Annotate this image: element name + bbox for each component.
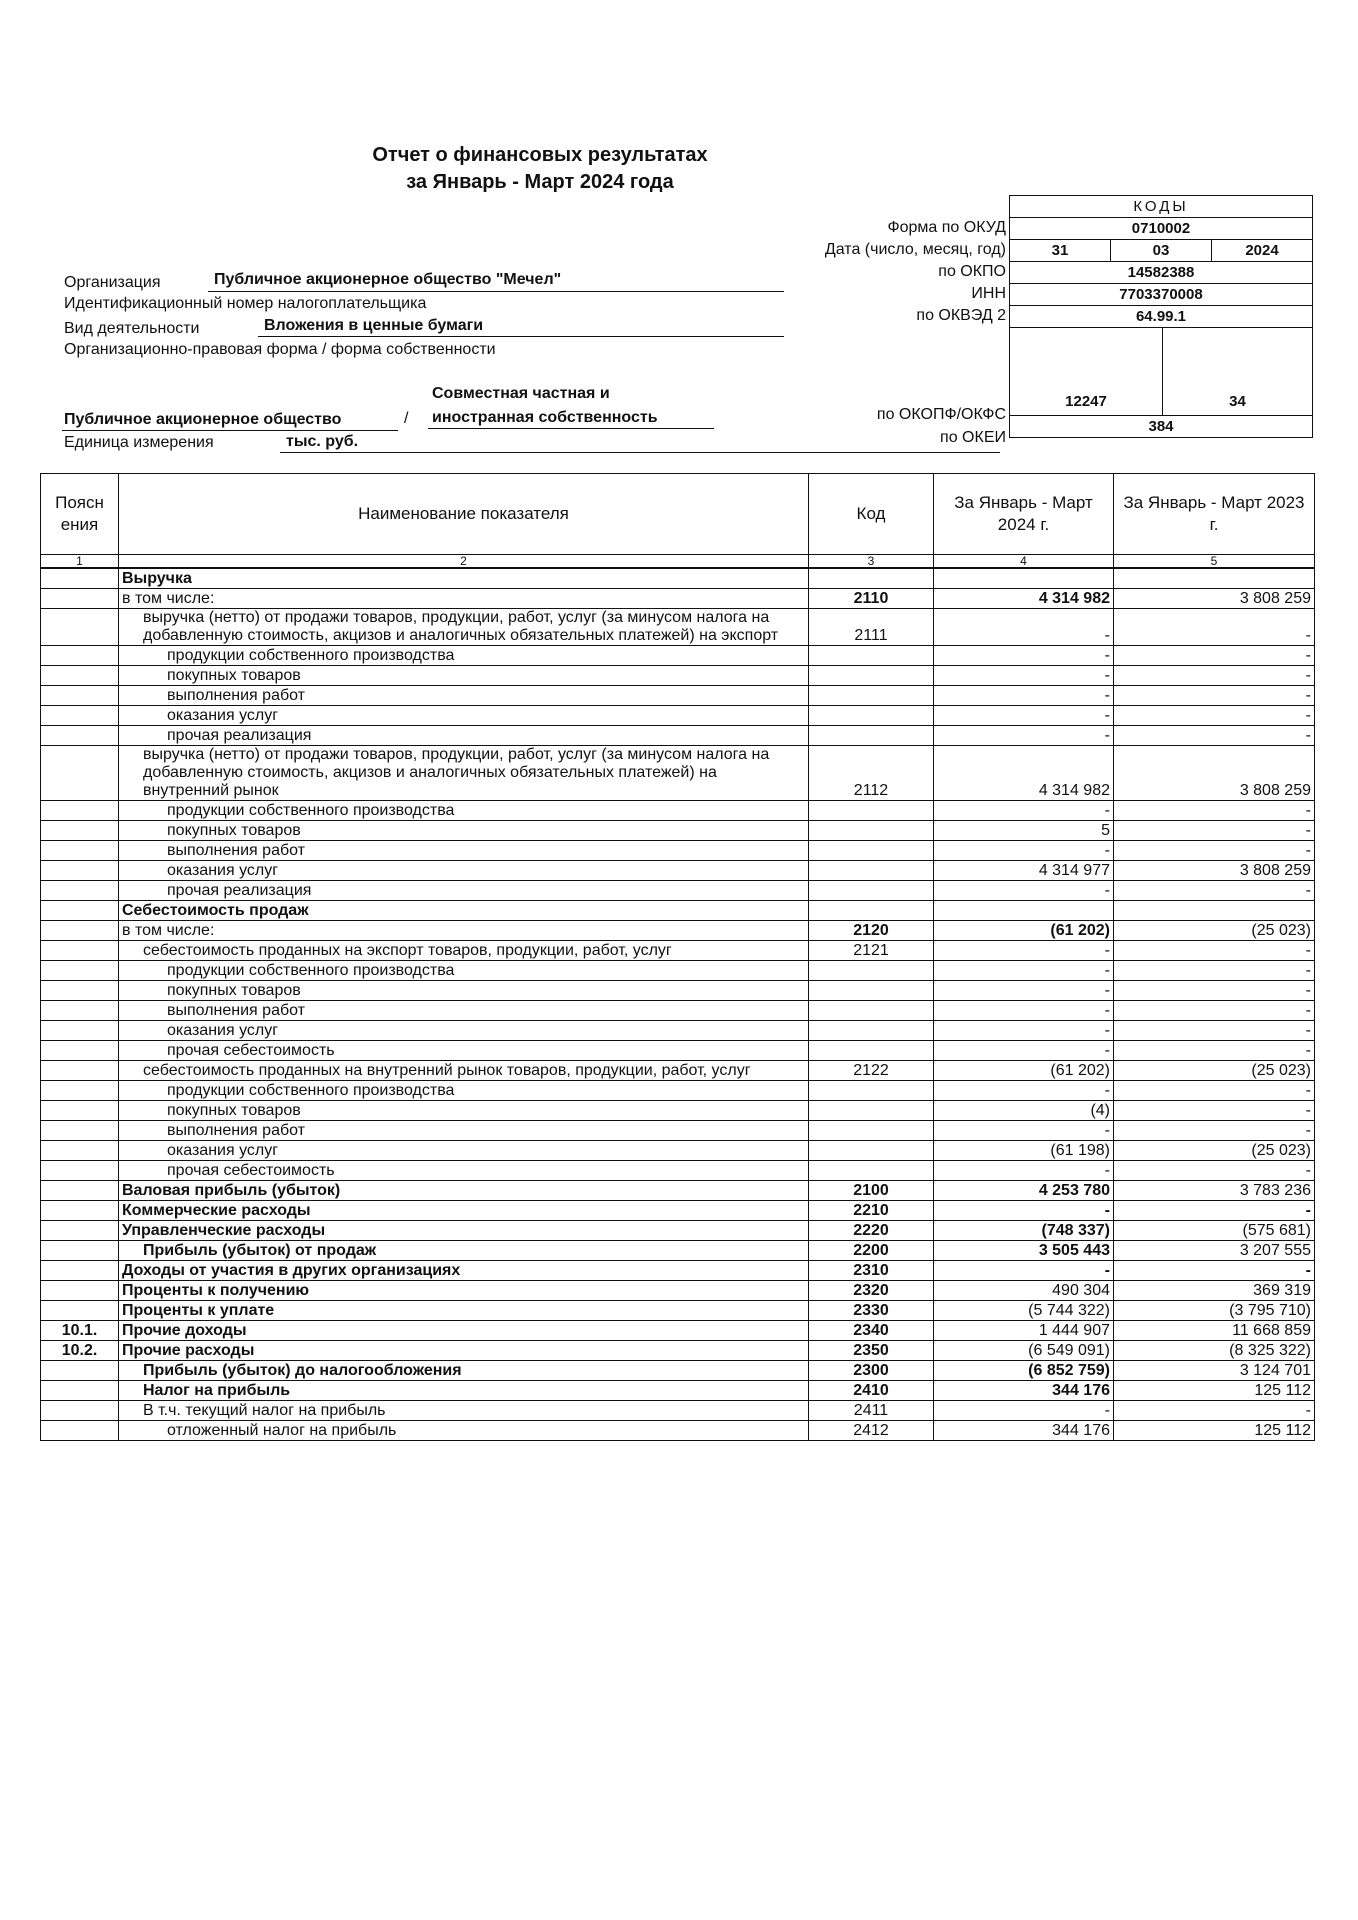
row-name: покупных товаров (119, 981, 809, 1001)
okfs-code: 34 (1162, 328, 1312, 415)
legal-form-sep: / (404, 410, 409, 427)
row-name: себестоимость проданных на внутренний рынок товаров, продукции, работ, услуг (119, 1061, 809, 1081)
row-name: Управленческие расходы (119, 1221, 809, 1241)
unit-value: тыс. руб. (286, 433, 359, 450)
table-row (41, 1201, 1315, 1221)
row-code: 2121 (809, 941, 934, 961)
legal-form-label: Организационно-правовая форма / форма собственности (64, 341, 496, 358)
row-note (41, 821, 119, 841)
header-current-period: За Январь - Март 2024 г. (934, 474, 1114, 555)
row-previous-value: - (1114, 1021, 1315, 1041)
row-code: 2122 (809, 1061, 934, 1081)
row-note (41, 666, 119, 686)
okei-code: 384 (1148, 418, 1174, 435)
financial-results-table (40, 473, 1315, 1441)
activity-label: Вид деятельности (64, 320, 200, 337)
row-name: Прибыль (убыток) от продаж (119, 1241, 809, 1261)
row-name: выполнения работ (119, 1121, 809, 1141)
unit-underline (280, 452, 1000, 453)
date-year: 2024 (1211, 240, 1312, 261)
table-row (41, 981, 1315, 1001)
row-code (809, 1001, 934, 1021)
row-code (809, 1141, 934, 1161)
row-note (41, 1301, 119, 1321)
row-name: продукции собственного производства (119, 961, 809, 981)
row-previous-value: (8 325 322) (1114, 1341, 1315, 1361)
row-previous-value: 3 808 259 (1114, 861, 1315, 881)
row-note (41, 1041, 119, 1061)
row-previous-value (1114, 901, 1315, 921)
row-code: 2200 (809, 1241, 934, 1261)
row-current-value: 5 (934, 821, 1114, 841)
row-previous-value: - (1114, 981, 1315, 1001)
row-previous-value: - (1114, 1081, 1315, 1101)
row-code (809, 1041, 934, 1061)
table-row (41, 1081, 1315, 1101)
row-current-value: 4 314 982 (934, 746, 1114, 801)
row-code: 2310 (809, 1261, 934, 1281)
row-previous-value: - (1114, 841, 1315, 861)
row-code (809, 686, 934, 706)
row-note (41, 901, 119, 921)
row-current-value: 4 314 977 (934, 861, 1114, 881)
row-current-value: (4) (934, 1101, 1114, 1121)
inn-code: 7703370008 (1119, 286, 1203, 303)
table-row (41, 1001, 1315, 1021)
row-code: 2320 (809, 1281, 934, 1301)
row-current-value: 344 176 (934, 1421, 1114, 1441)
row-previous-value: - (1114, 1161, 1315, 1181)
row-name: продукции собственного производства (119, 801, 809, 821)
row-code (809, 1121, 934, 1141)
row-current-value (934, 901, 1114, 921)
row-current-value: - (934, 941, 1114, 961)
row-name: покупных товаров (119, 1101, 809, 1121)
header-previous-period: За Январь - Март 2023 г. (1114, 474, 1315, 555)
row-note (41, 609, 119, 646)
row-code (809, 881, 934, 901)
row-current-value: - (934, 1081, 1114, 1101)
row-note (41, 1381, 119, 1401)
row-previous-value: - (1114, 1001, 1315, 1021)
table-row (41, 1061, 1315, 1081)
table-row (41, 646, 1315, 666)
row-previous-value: - (1114, 609, 1315, 646)
table-row (41, 1141, 1315, 1161)
row-current-value: 344 176 (934, 1381, 1114, 1401)
row-code (809, 961, 934, 981)
row-code: 2112 (809, 746, 934, 801)
row-current-value: - (934, 1021, 1114, 1041)
row-previous-value: - (1114, 1041, 1315, 1061)
row-note (41, 646, 119, 666)
row-code (809, 706, 934, 726)
row-name: отложенный налог на прибыль (119, 1421, 809, 1441)
row-previous-value: (25 023) (1114, 921, 1315, 941)
okud-label: Форма по ОКУД (887, 219, 1006, 236)
row-code: 2340 (809, 1321, 934, 1341)
row-previous-value: 3 783 236 (1114, 1181, 1315, 1201)
row-note (41, 801, 119, 821)
row-code: 2330 (809, 1301, 934, 1321)
row-code (809, 646, 934, 666)
row-name: покупных товаров (119, 821, 809, 841)
table-row (41, 1261, 1315, 1281)
row-name: выручка (нетто) от продажи товаров, продукции, работ, услуг (за минусом налога на добавленную стоимость, акцизов и аналогичных обязательных платежей) на внутренний рынок (119, 746, 809, 801)
row-note (41, 1021, 119, 1041)
table-row (41, 1221, 1315, 1241)
row-code: 2350 (809, 1341, 934, 1361)
ownership-line1: Совместная частная и (432, 385, 610, 402)
row-previous-value: - (1114, 686, 1315, 706)
table-row (41, 706, 1315, 726)
report-title: Отчет о финансовых результатах (372, 144, 708, 166)
row-name: прочая реализация (119, 881, 809, 901)
row-current-value: - (934, 981, 1114, 1001)
row-name: В т.ч. текущий налог на прибыль (119, 1401, 809, 1421)
row-previous-value: - (1114, 646, 1315, 666)
row-name: покупных товаров (119, 666, 809, 686)
row-previous-value: - (1114, 961, 1315, 981)
legal-form-underline (62, 430, 398, 431)
row-name: Прибыль (убыток) до налогообложения (119, 1361, 809, 1381)
row-code: 2410 (809, 1381, 934, 1401)
row-previous-value: 3 207 555 (1114, 1241, 1315, 1261)
row-name: Коммерческие расходы (119, 1201, 809, 1221)
row-name: Себестоимость продаж (119, 901, 809, 921)
row-code: 2100 (809, 1181, 934, 1201)
row-current-value: (61 198) (934, 1141, 1114, 1161)
table-row (41, 861, 1315, 881)
row-previous-value: 3 808 259 (1114, 589, 1315, 609)
okved-label: по ОКВЭД 2 (916, 307, 1006, 324)
row-previous-value: - (1114, 881, 1315, 901)
row-current-value: (748 337) (934, 1221, 1114, 1241)
row-current-value: - (934, 1041, 1114, 1061)
row-previous-value: 3 808 259 (1114, 746, 1315, 801)
colnum: 3 (809, 555, 934, 569)
codes-box (1009, 195, 1313, 438)
table-row (41, 746, 1315, 801)
row-note (41, 1121, 119, 1141)
row-previous-value: (3 795 710) (1114, 1301, 1315, 1321)
row-current-value: 4 314 982 (934, 589, 1114, 609)
ownership-line2: иностранная собственность (432, 409, 658, 426)
row-previous-value: 369 319 (1114, 1281, 1315, 1301)
row-name: оказания услуг (119, 1021, 809, 1041)
row-code: 2210 (809, 1201, 934, 1221)
row-note (41, 589, 119, 609)
row-previous-value: - (1114, 1201, 1315, 1221)
row-previous-value: - (1114, 1401, 1315, 1421)
row-name: прочая себестоимость (119, 1161, 809, 1181)
row-note (41, 1061, 119, 1081)
row-name: Выручка (119, 568, 809, 589)
row-name: выполнения работ (119, 686, 809, 706)
row-code (809, 901, 934, 921)
row-name: оказания услуг (119, 861, 809, 881)
row-note (41, 686, 119, 706)
row-previous-value: (25 023) (1114, 1061, 1315, 1081)
row-note: 10.2. (41, 1341, 119, 1361)
row-current-value: - (934, 686, 1114, 706)
row-previous-value: - (1114, 706, 1315, 726)
row-note (41, 1141, 119, 1161)
row-current-value: (6 549 091) (934, 1341, 1114, 1361)
row-current-value: - (934, 841, 1114, 861)
table-row (41, 609, 1315, 646)
row-code: 2120 (809, 921, 934, 941)
okud-code: 0710002 (1131, 220, 1191, 237)
row-previous-value (1114, 568, 1315, 589)
row-code (809, 568, 934, 589)
row-code: 2300 (809, 1361, 934, 1381)
row-note (41, 981, 119, 1001)
row-current-value: 490 304 (934, 1281, 1114, 1301)
row-note: 10.1. (41, 1321, 119, 1341)
table-row (41, 921, 1315, 941)
row-code (809, 1021, 934, 1041)
table-row (41, 589, 1315, 609)
table-row (41, 568, 1315, 589)
row-name: продукции собственного производства (119, 646, 809, 666)
org-underline (208, 291, 784, 292)
row-code (809, 861, 934, 881)
row-current-value: 3 505 443 (934, 1241, 1114, 1261)
table-row (41, 686, 1315, 706)
table-row (41, 1181, 1315, 1201)
row-current-value: - (934, 1401, 1114, 1421)
table-row (41, 726, 1315, 746)
table-row (41, 1121, 1315, 1141)
row-current-value: - (934, 1001, 1114, 1021)
table-row (41, 901, 1315, 921)
row-code (809, 666, 934, 686)
row-name: Прочие доходы (119, 1321, 809, 1341)
row-note (41, 1181, 119, 1201)
table-row (41, 1301, 1315, 1321)
row-note (41, 568, 119, 589)
header-code: Код (809, 474, 934, 555)
okpo-code: 14582388 (1127, 264, 1195, 281)
row-code: 2110 (809, 589, 934, 609)
row-name: оказания услуг (119, 1141, 809, 1161)
row-current-value: (61 202) (934, 921, 1114, 941)
header-note: Поясн ения (41, 474, 119, 555)
row-previous-value: - (1114, 1121, 1315, 1141)
row-current-value: - (934, 1161, 1114, 1181)
unit-label: Единица измерения (64, 434, 214, 451)
row-current-value: (5 744 322) (934, 1301, 1114, 1321)
codes-header: КОДЫ (1133, 198, 1189, 215)
row-name: Проценты к уплате (119, 1301, 809, 1321)
row-note (41, 861, 119, 881)
row-current-value: 4 253 780 (934, 1181, 1114, 1201)
row-previous-value: 11 668 859 (1114, 1321, 1315, 1341)
row-current-value: - (934, 726, 1114, 746)
legal-form-value: Публичное акционерное общество (64, 411, 342, 428)
row-note (41, 1401, 119, 1421)
row-previous-value: - (1114, 1101, 1315, 1121)
row-note (41, 726, 119, 746)
row-code: 2412 (809, 1421, 934, 1441)
colnum: 5 (1114, 555, 1315, 569)
inn-label: ИНН (971, 285, 1006, 302)
row-name: в том числе: (119, 589, 809, 609)
okopf-code: 12247 (1065, 393, 1107, 410)
table-body (41, 568, 1315, 1441)
row-note (41, 961, 119, 981)
table-row (41, 1421, 1315, 1441)
row-code: 2111 (809, 609, 934, 646)
row-name: Проценты к получению (119, 1281, 809, 1301)
table-row (41, 1101, 1315, 1121)
table-row (41, 821, 1315, 841)
row-previous-value: 125 112 (1114, 1421, 1315, 1441)
row-previous-value: - (1114, 1261, 1315, 1281)
colnum: 1 (41, 555, 119, 569)
row-code (809, 1101, 934, 1121)
report-period: за Январь - Март 2024 года (406, 171, 674, 193)
colnum: 2 (119, 555, 809, 569)
row-note (41, 1421, 119, 1441)
row-current-value: - (934, 1261, 1114, 1281)
row-note (41, 841, 119, 861)
row-name: продукции собственного производства (119, 1081, 809, 1101)
row-current-value: - (934, 706, 1114, 726)
row-current-value: - (934, 1121, 1114, 1141)
activity-value: Вложения в ценные бумаги (264, 317, 484, 334)
row-name: выручка (нетто) от продажи товаров, продукции, работ, услуг (за минусом налога на добавленную стоимость, акцизов и аналогичных обязательных платежей) на экспорт (119, 609, 809, 646)
table-row (41, 1381, 1315, 1401)
row-code (809, 981, 934, 1001)
row-name: выполнения работ (119, 841, 809, 861)
row-name: прочая реализация (119, 726, 809, 746)
row-previous-value: (575 681) (1114, 1221, 1315, 1241)
row-current-value: - (934, 961, 1114, 981)
row-code (809, 821, 934, 841)
row-current-value: - (934, 801, 1114, 821)
okopf-label: по ОКОПФ/ОКФС (876, 406, 1006, 423)
row-name: прочая себестоимость (119, 1041, 809, 1061)
row-note (41, 1281, 119, 1301)
row-current-value: - (934, 666, 1114, 686)
row-note (41, 921, 119, 941)
activity-underline (258, 336, 784, 337)
row-name: выполнения работ (119, 1001, 809, 1021)
table-row (41, 1281, 1315, 1301)
table-row (41, 1341, 1315, 1361)
org-value: Публичное акционерное общество "Мечел" (214, 271, 562, 288)
row-name: Налог на прибыль (119, 1381, 809, 1401)
row-code: 2411 (809, 1401, 934, 1421)
row-name: оказания услуг (119, 706, 809, 726)
row-current-value: (61 202) (934, 1061, 1114, 1081)
table-row (41, 1401, 1315, 1421)
row-name: в том числе: (119, 921, 809, 941)
row-previous-value: - (1114, 821, 1315, 841)
row-previous-value: - (1114, 941, 1315, 961)
table-row (41, 1361, 1315, 1381)
org-label: Организация (64, 274, 161, 291)
row-previous-value: - (1114, 666, 1315, 686)
row-note (41, 1161, 119, 1181)
row-note (41, 941, 119, 961)
table-row (41, 961, 1315, 981)
date-day: 31 (1051, 242, 1069, 259)
okpo-label: по ОКПО (938, 263, 1006, 280)
table-row (41, 1321, 1315, 1341)
row-name: себестоимость проданных на экспорт товаров, продукции, работ, услуг (119, 941, 809, 961)
row-name: Валовая прибыль (убыток) (119, 1181, 809, 1201)
row-note (41, 1361, 119, 1381)
row-code (809, 1081, 934, 1101)
row-code (809, 726, 934, 746)
row-previous-value: (25 023) (1114, 1141, 1315, 1161)
table-row (41, 1241, 1315, 1261)
row-code (809, 841, 934, 861)
table-row (41, 1161, 1315, 1181)
row-name: Доходы от участия в других организациях (119, 1261, 809, 1281)
table-row (41, 941, 1315, 961)
row-current-value: - (934, 646, 1114, 666)
row-current-value (934, 568, 1114, 589)
row-previous-value: 3 124 701 (1114, 1361, 1315, 1381)
row-code (809, 1161, 934, 1181)
row-code (809, 801, 934, 821)
row-code: 2220 (809, 1221, 934, 1241)
table-row (41, 801, 1315, 821)
row-current-value: 1 444 907 (934, 1321, 1114, 1341)
row-note (41, 881, 119, 901)
taxid-label: Идентификационный номер налогоплательщика (64, 295, 427, 312)
row-note (41, 1101, 119, 1121)
header-name: Наименование показателя (119, 474, 809, 555)
row-current-value: - (934, 881, 1114, 901)
row-note (41, 1261, 119, 1281)
table-row (41, 841, 1315, 861)
row-note (41, 1081, 119, 1101)
row-previous-value: - (1114, 801, 1315, 821)
row-note (41, 1221, 119, 1241)
row-current-value: - (934, 609, 1114, 646)
row-note (41, 706, 119, 726)
row-note (41, 746, 119, 801)
date-month: 03 (1110, 240, 1211, 261)
table-row (41, 1021, 1315, 1041)
row-previous-value: - (1114, 726, 1315, 746)
table-row (41, 1041, 1315, 1061)
okei-label: по ОКЕИ (940, 429, 1006, 446)
ownership-underline (428, 428, 714, 429)
row-note (41, 1001, 119, 1021)
table-row (41, 666, 1315, 686)
row-current-value: - (934, 1201, 1114, 1221)
row-note (41, 1201, 119, 1221)
table-row (41, 881, 1315, 901)
colnum: 4 (934, 555, 1114, 569)
row-note (41, 1241, 119, 1261)
date-label: Дата (число, месяц, год) (824, 241, 1006, 258)
row-current-value: (6 852 759) (934, 1361, 1114, 1381)
okved-code: 64.99.1 (1135, 308, 1187, 325)
row-name: Прочие расходы (119, 1341, 809, 1361)
row-previous-value: 125 112 (1114, 1381, 1315, 1401)
